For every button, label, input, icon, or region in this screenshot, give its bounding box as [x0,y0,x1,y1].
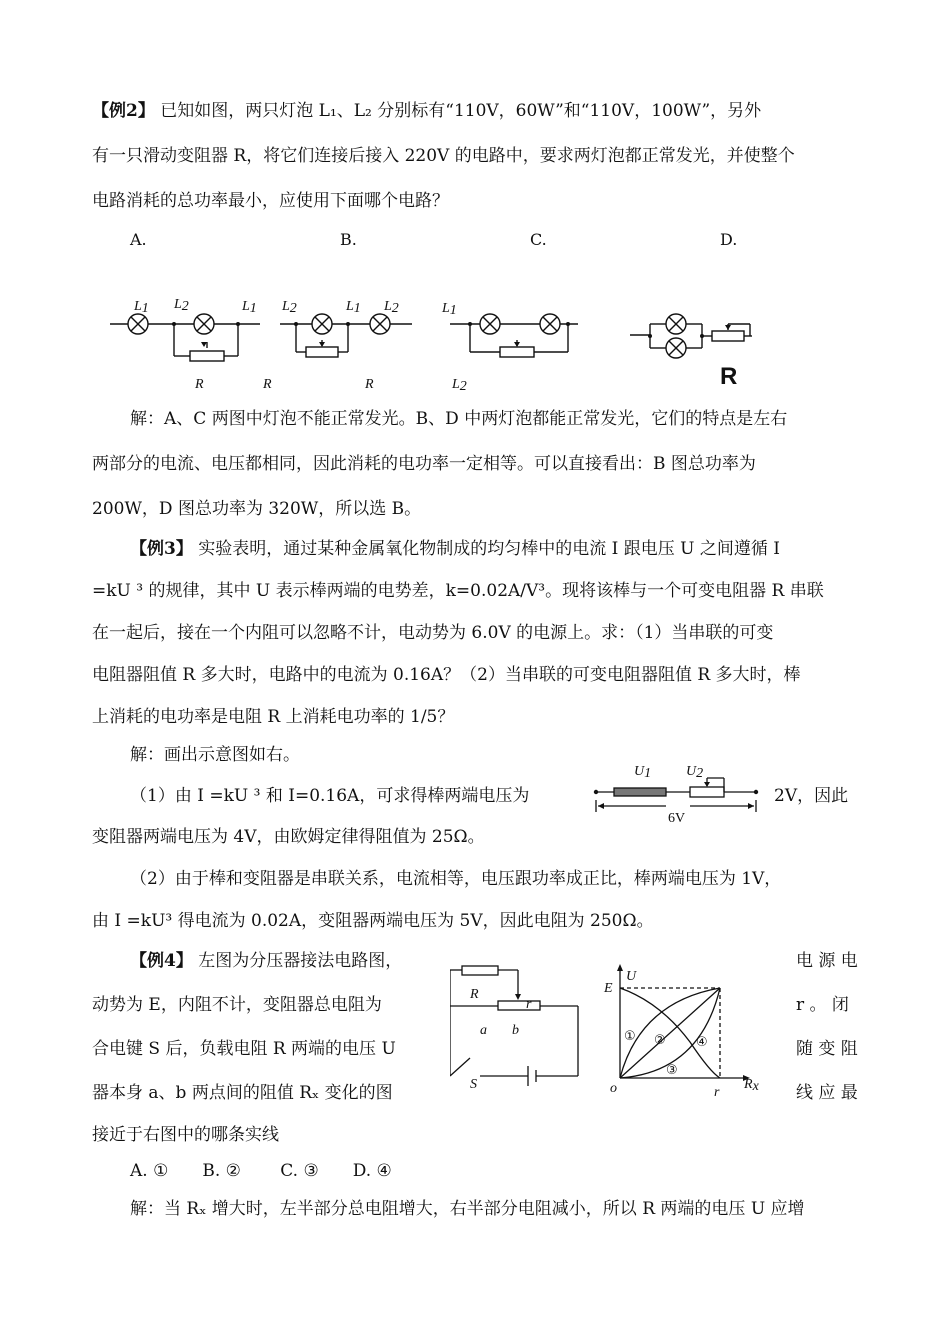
svg-text:①: ① [624,1029,636,1044]
ex4-line2a: 动势为 E，内阻不计，变阻器总电阻为 [92,995,382,1015]
b-r-label: R [263,377,272,392]
ex4-line5: 接近于右图中的哪条实线 [92,1125,279,1145]
svg-text:a: a [480,1023,487,1038]
ex4-line1a: 【例4】 左图为分压器接法电路图， [130,951,403,971]
ex2-line3: 电路消耗的总功率最小，应使用下面哪个电路？ [92,191,449,211]
circuit-a [110,314,260,361]
d-r-label: R [720,363,738,390]
ex2-sol3: 200W，D 图总功率为 320W，所以选 B。 [92,499,422,519]
svg-text:S: S [470,1077,477,1092]
circuit-b [280,314,412,357]
svg-text:r: r [526,997,532,1012]
ex2-line2: 有一只滑动变阻器 R，将它们连接后接入 220V 的电路中，要求两灯泡都正常发光，并使整个 [92,146,795,166]
svg-text:Rx: Rx [744,1077,759,1094]
ex2-option-a: A. [130,230,147,249]
svg-text:b: b [512,1023,519,1038]
ex3-tag: 【例3】 [130,539,193,559]
ex4-line1b: 电 源 电 [796,951,858,971]
svg-text:r: r [714,1085,720,1100]
ex3-sol4: 由 I =kU³ 得电流为 0.02A，变阻器两端电压为 5V，因此电阻为 250Ω。 [92,911,654,931]
ex2-line1 [92,100,862,122]
svg-text:L1: L1 [442,301,457,318]
svg-text:L2: L2 [384,299,399,316]
ex4-options: A. ① B. ② C. ③ D. ④ [130,1161,392,1181]
ex4-line4a: 器本身 a、b 两点间的阻值 Rₓ 变化的图 [92,1083,393,1103]
svg-text:③: ③ [666,1063,678,1078]
ex2-option-b: B. [340,230,357,249]
ex2-tag: 【例2】 [92,101,155,121]
svg-text:L1: L1 [242,299,257,316]
ex2-circuits-figure [100,290,760,400]
svg-text:L1: L1 [134,299,149,316]
ex3-total-voltage: 6V [668,811,686,826]
ex4-line3a: 合电键 S 后，负载电阻 R 两端的电压 U [92,1039,396,1059]
ex4-sol: 解：当 Rₓ 增大时，左半部分总电阻增大，右半部分电阻减小，所以 R 两端的电压 U 应增 [130,1199,805,1219]
ex3-sol1b: 2V，因此 [774,786,849,806]
ex3-line5: 上消耗的电功率是电阻 R 上消耗电功率的 1/5？ [92,707,455,727]
ex3-sol3: （2）由于棒和变阻器是串联关系，电流相等，电压跟功率成正比，棒两端电压为 1V， [130,869,782,889]
svg-text:L1: L1 [346,299,361,316]
svg-text:U1: U1 [634,764,652,781]
c-r-label: R [365,377,374,392]
svg-text:L2: L2 [282,299,297,316]
ex3-sol2: 变阻器两端电压为 4V，由欧姆定律得阻值为 25Ω。 [92,827,485,847]
svg-text:o: o [610,1081,617,1096]
ex3-line1: 【例3】 实验表明，通过某种金属氧化物制成的均匀棒中的电流 I 跟电压 U 之间遵循 I [130,539,781,559]
svg-text:②: ② [654,1033,666,1048]
ex4-line4b: 线 应 最 [796,1083,858,1103]
ex2-sol1: 解：A、C 两图中灯泡不能正常发光。B、D 中两灯泡都能正常发光，它们的特点是左右 [130,409,788,429]
ex3-series-diagram [590,760,770,826]
ex2-text-1: 已知如图，两只灯泡 L₁、L₂ 分别标有“110V，60W”和“110V，100W”，另外 [160,101,762,121]
a-r-label: R [195,377,204,392]
ex4-line3b: 随 变 阻 [796,1039,858,1059]
ex2-option-d: D. [720,230,738,249]
ex4-divider-circuit [450,960,590,1100]
ex2-option-c: C. [530,230,547,249]
ex4-line2b: r 。 闭 [796,995,849,1015]
ex4-voltage-graph [600,962,770,1102]
ex4-tag: 【例4】 [130,951,193,971]
svg-text:E: E [604,981,613,996]
circuit-c [450,314,578,357]
ex2-sol2: 两部分的电流、电压都相同，因此消耗的电功率一定相等。可以直接看出：B 图总功率为 [92,454,756,474]
svg-text:U2: U2 [686,764,704,781]
svg-text:L2: L2 [452,377,467,394]
a-l1-label: L [134,299,142,314]
ex3-line2: =kU ³ 的规律，其中 U 表示棒两端的电势差，k=0.02A/V³。现将该棒与一个可变电阻器 R 串联 [92,581,824,601]
ex3-line3: 在一起后，接在一个内阻可以忽略不计，电动势为 6.0V 的电源上。求：（1）当串联的可变 [92,623,774,643]
svg-text:④: ④ [696,1035,708,1050]
svg-text:U: U [626,969,637,984]
svg-text:R: R [470,987,479,1002]
svg-text:L2: L2 [174,297,189,314]
ex3-sol1a: （1）由 I =kU ³ 和 I=0.16A，可求得棒两端电压为 [130,786,530,806]
ex3-sol0: 解：画出示意图如右。 [130,745,300,765]
ex3-line4: 电阻器阻值 R 多大时，电路中的电流为 0.16A？（2）当串联的可变电阻器阻值 R 多大时，棒 [92,665,801,685]
